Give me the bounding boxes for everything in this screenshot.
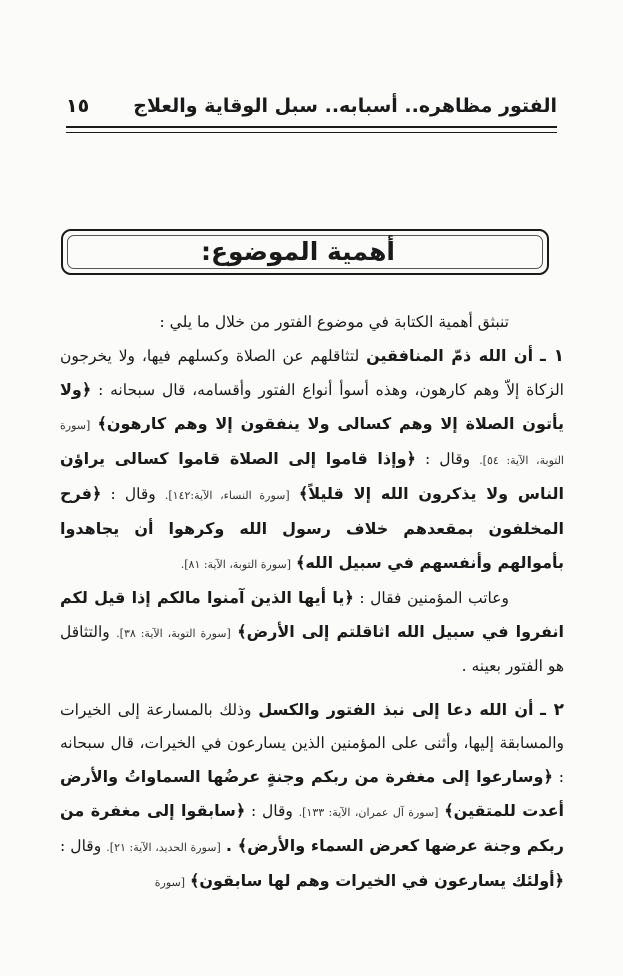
- item-number: ١ ـ: [539, 346, 564, 366]
- verse-reference: [سورة: [154, 876, 186, 889]
- text-span: وعاتب المؤمنين فقال :: [359, 589, 510, 607]
- item-lead: أن الله ذمّ المنافقين: [366, 346, 534, 365]
- header-title: الفتور مظاهره.. أسبابه.. سبل الوقاية والعلاج: [133, 95, 557, 117]
- quran-verse: ﴿وإذا قاموا إلى الصلاة قاموا كسالى يراؤن الناس ولا يذكرون الله إلا قليلاً﴾: [60, 449, 564, 503]
- verse-reference: [سورة التوبة، الآية: ٥٤].: [60, 419, 564, 467]
- running-header: [66, 92, 557, 120]
- verse-reference: [سورة الحديد، الآية: ٢١].: [106, 841, 221, 854]
- paragraph-item-1-continued: [60, 581, 564, 683]
- verse-reference: [سورة التوبة، الآية: ٣٨].: [116, 627, 231, 640]
- header-rule: [66, 126, 557, 133]
- text-span: وقال :: [60, 837, 102, 855]
- section-title-box: [61, 229, 549, 275]
- paragraph-item-1: [60, 339, 564, 581]
- section-title: أهمية الموضوع:: [200, 237, 395, 266]
- text-span: وذلك بالمسارعة إلى الخيرات والمسابقة إليها، وأثنى على المؤمنين الذين يسارعون في الخيرات، قال سبحانه :: [60, 701, 564, 786]
- item-lead: أن الله دعا إلى نبذ الفتور والكسل: [258, 700, 534, 719]
- text-span: وقال :: [250, 802, 293, 820]
- verse-reference: [سورة النساء، الآية:١٤٢].: [164, 489, 290, 502]
- text-span: والتثاقل هو الفتور بعينه .: [60, 623, 564, 675]
- body-text: [60, 306, 564, 899]
- quran-verse: ﴿ولا يأتون الصلاة إلا وهم كسالى ولا ينفقون إلا وهم كارهون﴾: [60, 380, 564, 433]
- quran-verse: ﴿فرح المخلفون بمقعدهم خلاف رسول الله وكرهوا أن يجاهدوا بأموالهم وأنفسهم في سبيل الله﴾: [60, 484, 564, 572]
- intro-paragraph: تنبثق أهمية الكتابة في موضوع الفتور من خلال ما يلي :: [159, 313, 509, 331]
- quran-verse: ﴿يا أيها الذين آمنوا مالكم إذا قيل لكم انفروا في سبيل الله اثاقلتم إلى الأرض﴾: [60, 588, 564, 641]
- quran-verse: ﴿أولئك يسارعون في الخيرات وهم لها سابقون﴾: [189, 871, 564, 890]
- verse-reference: [سورة التوبة، الآية: ٨١].: [180, 558, 292, 571]
- page-number: ١٥: [66, 95, 90, 117]
- text-span: وقال :: [110, 485, 156, 503]
- quran-verse: ﴿سابقوا إلى مغفرة من ربكم وجنة عرضها كعرض السماء والأرض﴾ .: [60, 801, 564, 855]
- text-span: وقال :: [424, 450, 471, 468]
- paragraph-item-2: [60, 693, 564, 899]
- verse-reference: [سورة آل عمران، الآية: ١٣٣].: [298, 806, 439, 819]
- item-number: ٢ ـ: [540, 700, 564, 720]
- quran-verse: ﴿وسارعوا إلى مغفرة من ربكم وجنةٍ عرضُها السماواتُ والأرض أعدت للمتقين﴾: [60, 767, 564, 820]
- text-span: لتثاقلهم عن الصلاة وكسلهم فيها، ولا يخرجون الزكاة إلاّ وهم كارهون، وهذه أسوأ أنواع الفتور وأقسامه، قال سبحانه :: [60, 347, 564, 399]
